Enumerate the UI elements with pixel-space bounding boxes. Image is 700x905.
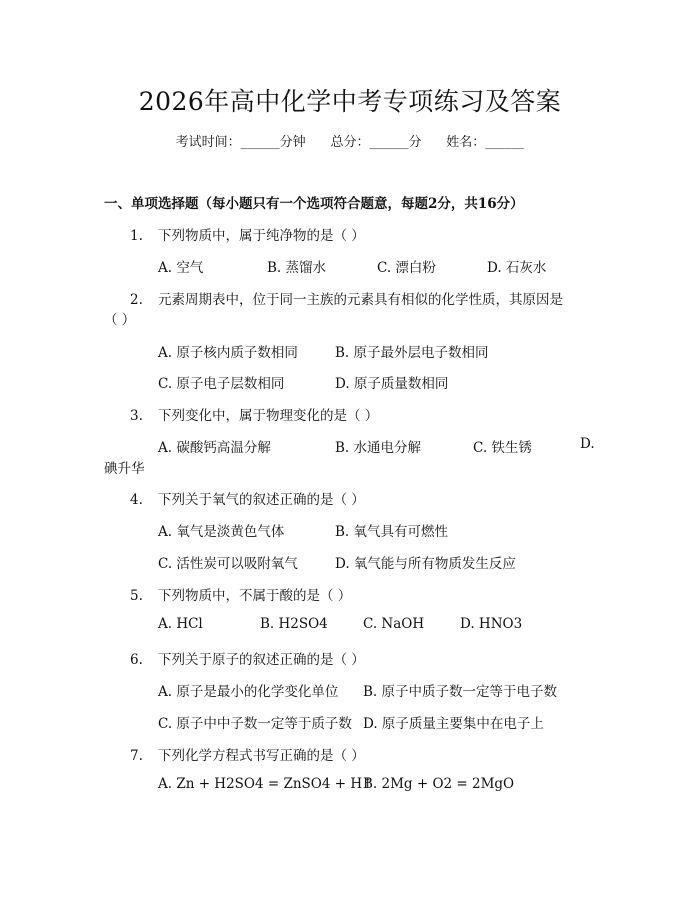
option-a: A. 原子核内质子数相同 xyxy=(158,345,298,361)
section-heading: 一、单项选择题（每小题只有一个选项符合题意，每题2分，共16分） xyxy=(104,196,524,212)
question-text: 元素周期表中，位于同一主族的元素具有相似的化学性质，其原因是 xyxy=(158,292,563,308)
question-text: 下列物质中，属于纯净物的是（ ） xyxy=(158,228,365,244)
question-7 xyxy=(130,744,365,764)
question-1 xyxy=(130,224,365,244)
exam-meta xyxy=(0,131,700,150)
option-b: B. 2Mg + O2 = 2MgO xyxy=(363,776,515,792)
option-b: B. 原子最外层电子数相同 xyxy=(335,345,489,361)
question-number: 3. xyxy=(130,408,143,424)
option-a: A. 碳酸钙高温分解 xyxy=(158,440,271,456)
name-field: 姓名：______ xyxy=(446,135,525,150)
option-b: B. 原子中质子数一定等于电子数 xyxy=(363,684,558,700)
question-number: 5. xyxy=(130,588,143,604)
question-5 xyxy=(130,584,351,604)
option-b: B. H2SO4 xyxy=(260,616,328,632)
question-text: 下列变化中，属于物理变化的是（ ） xyxy=(158,408,379,424)
option-a: A. HCl xyxy=(158,616,203,632)
option-c: C. 原子电子层数相同 xyxy=(158,376,285,392)
option-d: D. xyxy=(580,436,595,452)
question-6 xyxy=(130,648,365,668)
option-d-continuation: 碘升华 xyxy=(104,461,145,477)
option-d: D. 原子质量主要集中在电子上 xyxy=(363,716,544,732)
option-c: C. 原子中中子数一定等于质子数 xyxy=(158,716,352,732)
question-text: 下列关于氧气的叙述正确的是（ ） xyxy=(158,492,365,508)
question-2 xyxy=(130,288,563,308)
question-number: 1. xyxy=(130,228,143,244)
option-c: C. NaOH xyxy=(363,616,425,632)
question-continuation: （ ） xyxy=(104,312,136,328)
option-d: D. HNO3 xyxy=(460,616,523,632)
question-text: 下列关于原子的叙述正确的是（ ） xyxy=(158,652,365,668)
option-d: D. 氧气能与所有物质发生反应 xyxy=(335,556,516,572)
option-a: A. 空气 xyxy=(158,260,204,276)
question-number: 2. xyxy=(130,292,143,308)
option-b: B. 氧气具有可燃性 xyxy=(335,524,449,540)
option-d: D. 石灰水 xyxy=(487,260,547,276)
option-a: A. 原子是最小的化学变化单位 xyxy=(158,684,339,700)
question-3 xyxy=(130,404,378,424)
option-c: C. 活性炭可以吸附氧气 xyxy=(158,556,298,572)
option-a: A. Zn + H2SO4 = ZnSO4 + H↑ xyxy=(158,776,374,792)
question-text: 下列化学方程式书写正确的是（ ） xyxy=(158,748,365,764)
option-c: C. 漂白粉 xyxy=(377,260,436,276)
option-c: C. 铁生锈 xyxy=(473,440,532,456)
question-number: 4. xyxy=(130,492,143,508)
option-b: B. 蒸馏水 xyxy=(267,260,327,276)
option-d: D. 原子质量数相同 xyxy=(335,376,449,392)
question-text: 下列物质中，不属于酸的是（ ） xyxy=(158,588,352,604)
time-field: 考试时间：______分钟 xyxy=(175,135,306,150)
option-a: A. 氧气是淡黄色气体 xyxy=(158,524,285,540)
question-number: 7. xyxy=(130,748,143,764)
score-field: 总分：______分 xyxy=(330,135,422,150)
option-b: B. 水通电分解 xyxy=(335,440,422,456)
page-title: 2026年高中化学中考专项练习及答案 xyxy=(138,87,562,116)
question-4 xyxy=(130,488,365,508)
question-number: 6. xyxy=(130,652,143,668)
